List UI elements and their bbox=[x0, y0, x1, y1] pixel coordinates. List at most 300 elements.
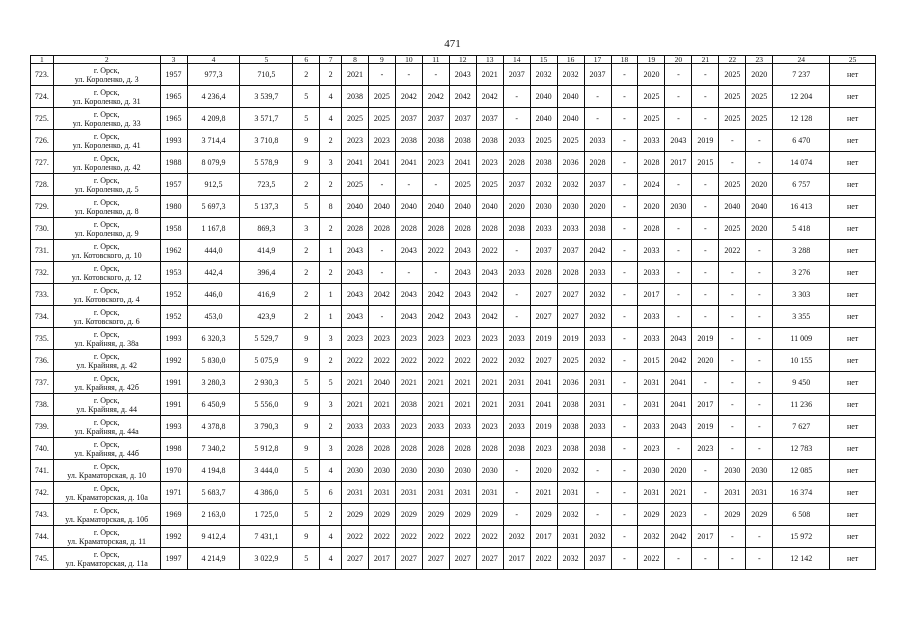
table-cell: - bbox=[422, 174, 449, 196]
table-cell: - bbox=[611, 174, 638, 196]
column-number: 10 bbox=[395, 56, 422, 64]
table-cell: - bbox=[611, 394, 638, 416]
column-number: 2 bbox=[53, 56, 160, 64]
table-cell: нет bbox=[830, 240, 876, 262]
table-cell: нет bbox=[830, 548, 876, 570]
address-city: г. Орск, bbox=[93, 285, 120, 295]
table-cell: нет bbox=[830, 86, 876, 108]
table-cell: 3 790,3 bbox=[240, 416, 293, 438]
column-number: 20 bbox=[665, 56, 692, 64]
table-cell: 6 bbox=[320, 482, 342, 504]
address-cell bbox=[53, 504, 160, 526]
table-cell: 2022 bbox=[342, 526, 369, 548]
table-cell: 2028 bbox=[476, 218, 503, 240]
address-cell bbox=[53, 482, 160, 504]
table-cell: 869,3 bbox=[240, 218, 293, 240]
table-cell: 2017 bbox=[665, 152, 692, 174]
table-cell: 2033 bbox=[503, 262, 530, 284]
table-cell: 2043 bbox=[342, 240, 369, 262]
table-cell: 396,4 bbox=[240, 262, 293, 284]
address-street: ул. Краматорская, д. 10 bbox=[67, 470, 147, 480]
column-number: 11 bbox=[422, 56, 449, 64]
table-cell: - bbox=[692, 306, 719, 328]
table-cell: 1957 bbox=[160, 64, 187, 86]
table-cell: - bbox=[611, 350, 638, 372]
table-cell: 2023 bbox=[395, 328, 422, 350]
table-cell: 2029 bbox=[746, 504, 773, 526]
table-cell: 2041 bbox=[395, 152, 422, 174]
table-cell: 2028 bbox=[584, 152, 611, 174]
table-cell: 7 237 bbox=[773, 64, 830, 86]
address-city: г. Орск, bbox=[93, 307, 120, 317]
row-number: 726. bbox=[31, 130, 54, 152]
table-row bbox=[31, 416, 876, 438]
column-number: 3 bbox=[160, 56, 187, 64]
table-cell: 2022 bbox=[530, 548, 557, 570]
row-number: 729. bbox=[31, 196, 54, 218]
address-cell bbox=[53, 152, 160, 174]
table-cell: 2043 bbox=[449, 262, 476, 284]
table-cell: 2043 bbox=[449, 64, 476, 86]
table-cell: 2031 bbox=[503, 372, 530, 394]
table-cell: 1 167,8 bbox=[187, 218, 240, 240]
address-street: ул. Котовского, д. 12 bbox=[71, 272, 142, 282]
table-cell: 444,0 bbox=[187, 240, 240, 262]
table-cell: 2040 bbox=[476, 196, 503, 218]
table-cell: 2033 bbox=[557, 218, 584, 240]
table-cell: 2038 bbox=[584, 218, 611, 240]
table-cell: нет bbox=[830, 460, 876, 482]
table-cell: - bbox=[665, 86, 692, 108]
table-cell: 2031 bbox=[584, 372, 611, 394]
table-cell: 2038 bbox=[503, 438, 530, 460]
table-cell: - bbox=[665, 548, 692, 570]
table-cell: - bbox=[611, 130, 638, 152]
table-cell: 2021 bbox=[476, 372, 503, 394]
table-cell: 2 bbox=[320, 64, 342, 86]
table-cell: - bbox=[719, 548, 746, 570]
table-cell: - bbox=[665, 438, 692, 460]
table-cell: 2028 bbox=[395, 218, 422, 240]
table-cell: 2028 bbox=[503, 152, 530, 174]
table-cell: 2038 bbox=[557, 438, 584, 460]
table-cell: 2030 bbox=[665, 196, 692, 218]
table-cell: 2033 bbox=[584, 328, 611, 350]
table-cell: 2031 bbox=[503, 394, 530, 416]
table-cell: 9 bbox=[293, 328, 320, 350]
column-number: 16 bbox=[557, 56, 584, 64]
table-cell: 2031 bbox=[719, 482, 746, 504]
table-cell: 2037 bbox=[395, 108, 422, 130]
table-row bbox=[31, 174, 876, 196]
table-cell: 11 009 bbox=[773, 328, 830, 350]
table-cell: 2033 bbox=[368, 416, 395, 438]
table-cell: 5 075,9 bbox=[240, 350, 293, 372]
table-cell: 2022 bbox=[449, 526, 476, 548]
table-cell: 2033 bbox=[342, 416, 369, 438]
row-number: 742. bbox=[31, 482, 54, 504]
table-cell: 2 bbox=[320, 130, 342, 152]
table-cell: - bbox=[692, 64, 719, 86]
table-cell: - bbox=[395, 64, 422, 86]
row-number: 743. bbox=[31, 504, 54, 526]
table-cell: 6 320,3 bbox=[187, 328, 240, 350]
address-cell bbox=[53, 108, 160, 130]
table-cell: 9 bbox=[293, 152, 320, 174]
address-street: ул. Краматорская, д. 11а bbox=[65, 558, 148, 568]
table-cell: 2022 bbox=[395, 526, 422, 548]
table-cell: 2032 bbox=[584, 306, 611, 328]
table-cell: 5 bbox=[293, 108, 320, 130]
table-cell: - bbox=[692, 372, 719, 394]
table-cell: - bbox=[719, 416, 746, 438]
table-cell: - bbox=[746, 284, 773, 306]
table-cell: 2029 bbox=[719, 504, 746, 526]
row-number: 739. bbox=[31, 416, 54, 438]
row-number: 724. bbox=[31, 86, 54, 108]
table-cell: 12 204 bbox=[773, 86, 830, 108]
table-cell: - bbox=[611, 64, 638, 86]
table-cell: 3 280,3 bbox=[187, 372, 240, 394]
table-row bbox=[31, 218, 876, 240]
table-cell: 15 972 bbox=[773, 526, 830, 548]
table-cell: 1992 bbox=[160, 350, 187, 372]
table-cell: нет bbox=[830, 218, 876, 240]
table-cell: 2021 bbox=[476, 64, 503, 86]
table-cell: 2020 bbox=[638, 196, 665, 218]
table-cell: 2041 bbox=[665, 394, 692, 416]
table-cell: - bbox=[611, 284, 638, 306]
row-number: 733. bbox=[31, 284, 54, 306]
address-street: ул. Краматорская, д. 11 bbox=[67, 536, 146, 546]
address-cell bbox=[53, 174, 160, 196]
address-cell bbox=[53, 350, 160, 372]
column-number: 7 bbox=[320, 56, 342, 64]
table-cell: нет bbox=[830, 328, 876, 350]
table-cell: 2031 bbox=[638, 372, 665, 394]
table-cell: нет bbox=[830, 394, 876, 416]
table-cell: 2025 bbox=[719, 86, 746, 108]
table-cell: 2025 bbox=[368, 108, 395, 130]
table-cell: - bbox=[746, 438, 773, 460]
address-street: ул. Короленко, д. 3 bbox=[74, 74, 139, 84]
table-cell: 2020 bbox=[746, 174, 773, 196]
table-cell: - bbox=[422, 262, 449, 284]
table-cell: 2038 bbox=[557, 394, 584, 416]
table-cell: - bbox=[395, 262, 422, 284]
table-cell: 2 bbox=[320, 218, 342, 240]
table-cell: - bbox=[584, 108, 611, 130]
row-number: 741. bbox=[31, 460, 54, 482]
table-row bbox=[31, 306, 876, 328]
table-cell: 2032 bbox=[557, 64, 584, 86]
table-cell: 5 830,0 bbox=[187, 350, 240, 372]
table-cell: - bbox=[665, 306, 692, 328]
table-cell: 2033 bbox=[422, 416, 449, 438]
table-cell: 2030 bbox=[449, 460, 476, 482]
table-cell: 2 bbox=[320, 174, 342, 196]
table-cell: 2032 bbox=[557, 504, 584, 526]
column-number: 19 bbox=[638, 56, 665, 64]
table-cell: 4 236,4 bbox=[187, 86, 240, 108]
table-cell: 2037 bbox=[584, 548, 611, 570]
table-cell: 977,3 bbox=[187, 64, 240, 86]
table-cell: - bbox=[611, 416, 638, 438]
table-cell: 3 bbox=[293, 218, 320, 240]
table-cell: 2019 bbox=[692, 328, 719, 350]
table-cell: - bbox=[692, 460, 719, 482]
table-cell: 2023 bbox=[422, 152, 449, 174]
table-cell: 2022 bbox=[476, 526, 503, 548]
table-cell: 1992 bbox=[160, 526, 187, 548]
table-cell: 2022 bbox=[476, 240, 503, 262]
table-cell: 2033 bbox=[638, 416, 665, 438]
table-cell: 2020 bbox=[503, 196, 530, 218]
table-cell: - bbox=[503, 306, 530, 328]
table-cell: - bbox=[611, 372, 638, 394]
table-cell: 2032 bbox=[584, 350, 611, 372]
table-row bbox=[31, 108, 876, 130]
table-cell: 2033 bbox=[638, 306, 665, 328]
table-cell: - bbox=[692, 174, 719, 196]
table-cell: 2031 bbox=[746, 482, 773, 504]
table-cell: 2033 bbox=[638, 328, 665, 350]
table-cell: 2040 bbox=[719, 196, 746, 218]
table-cell: 2038 bbox=[503, 218, 530, 240]
table-cell: 2023 bbox=[665, 504, 692, 526]
table-cell: - bbox=[692, 108, 719, 130]
address-city: г. Орск, bbox=[93, 109, 120, 119]
address-cell bbox=[53, 460, 160, 482]
table-cell: 2028 bbox=[557, 262, 584, 284]
table-cell: 2043 bbox=[665, 416, 692, 438]
page-number: 471 bbox=[444, 38, 461, 50]
table-cell: 2037 bbox=[476, 108, 503, 130]
table-cell: 4 bbox=[320, 526, 342, 548]
table-cell: 2042 bbox=[476, 306, 503, 328]
address-street: ул. Короленко, д. 9 bbox=[74, 228, 139, 238]
table-cell: 2020 bbox=[530, 460, 557, 482]
table-cell: 414,9 bbox=[240, 240, 293, 262]
address-city: г. Орск, bbox=[93, 351, 120, 361]
table-cell: - bbox=[692, 284, 719, 306]
table-cell: 2030 bbox=[342, 460, 369, 482]
table-cell: - bbox=[368, 262, 395, 284]
table-cell: - bbox=[503, 108, 530, 130]
address-cell bbox=[53, 284, 160, 306]
table-cell: 2 bbox=[293, 174, 320, 196]
address-city: г. Орск, bbox=[93, 505, 120, 515]
table-cell: 710,5 bbox=[240, 64, 293, 86]
table-cell: 7 431,1 bbox=[240, 526, 293, 548]
table-cell: - bbox=[368, 240, 395, 262]
table-cell: - bbox=[746, 306, 773, 328]
table-cell: 2022 bbox=[368, 526, 395, 548]
table-cell: 2040 bbox=[368, 372, 395, 394]
table-cell: - bbox=[611, 196, 638, 218]
row-number: 732. bbox=[31, 262, 54, 284]
table-cell: 2022 bbox=[368, 350, 395, 372]
table-cell: 2030 bbox=[422, 460, 449, 482]
table-cell: 2025 bbox=[719, 174, 746, 196]
table-cell: - bbox=[746, 372, 773, 394]
row-number: 725. bbox=[31, 108, 54, 130]
table-cell: 2022 bbox=[719, 240, 746, 262]
address-street: ул. Котовского, д. 4 bbox=[73, 294, 140, 304]
table-cell: 2040 bbox=[368, 196, 395, 218]
table-cell: 2 930,3 bbox=[240, 372, 293, 394]
table-cell: - bbox=[746, 262, 773, 284]
table-cell: 2037 bbox=[584, 174, 611, 196]
table-row bbox=[31, 482, 876, 504]
table-cell: 2021 bbox=[449, 394, 476, 416]
table-cell: 3 bbox=[320, 328, 342, 350]
table-cell: 2027 bbox=[530, 306, 557, 328]
table-cell: 5 bbox=[293, 548, 320, 570]
table-cell: 2036 bbox=[557, 152, 584, 174]
table-cell: 2043 bbox=[395, 284, 422, 306]
table-cell: нет bbox=[830, 372, 876, 394]
table-cell: 446,0 bbox=[187, 284, 240, 306]
table-cell: 2030 bbox=[530, 196, 557, 218]
table-cell: 2028 bbox=[449, 218, 476, 240]
table-cell: 2031 bbox=[638, 482, 665, 504]
table-cell: - bbox=[611, 504, 638, 526]
table-cell: - bbox=[584, 86, 611, 108]
table-cell: 2015 bbox=[638, 350, 665, 372]
table-cell: - bbox=[746, 526, 773, 548]
table-cell: 2 bbox=[320, 350, 342, 372]
table-cell: 2025 bbox=[557, 130, 584, 152]
table-cell: 2021 bbox=[422, 372, 449, 394]
table-cell: - bbox=[611, 526, 638, 548]
table-cell: 5 697,3 bbox=[187, 196, 240, 218]
address-city: г. Орск, bbox=[93, 241, 120, 251]
table-cell: 12 142 bbox=[773, 548, 830, 570]
table-cell: - bbox=[503, 284, 530, 306]
row-number: 740. bbox=[31, 438, 54, 460]
table-cell: 423,9 bbox=[240, 306, 293, 328]
table-cell: 12 128 bbox=[773, 108, 830, 130]
table-cell: 1958 bbox=[160, 218, 187, 240]
table-cell: 2042 bbox=[395, 86, 422, 108]
table-cell: - bbox=[611, 240, 638, 262]
table-cell: 2021 bbox=[530, 482, 557, 504]
table-cell: 2023 bbox=[476, 152, 503, 174]
table-cell: 3 714,4 bbox=[187, 130, 240, 152]
table-cell: 2022 bbox=[476, 350, 503, 372]
table-cell: нет bbox=[830, 196, 876, 218]
table-cell: 2021 bbox=[368, 394, 395, 416]
table-cell: 5 bbox=[293, 86, 320, 108]
table-cell: 2029 bbox=[342, 504, 369, 526]
table-cell: 2 bbox=[293, 240, 320, 262]
address-street: ул. Короленко, д. 41 bbox=[72, 140, 141, 150]
table-cell: - bbox=[746, 350, 773, 372]
table-cell: 2031 bbox=[584, 394, 611, 416]
table-cell: - bbox=[368, 64, 395, 86]
table-cell: 3 022,9 bbox=[240, 548, 293, 570]
table-cell: 2042 bbox=[584, 240, 611, 262]
table-cell: нет bbox=[830, 174, 876, 196]
table-cell: 2030 bbox=[557, 196, 584, 218]
table-cell: 12 783 bbox=[773, 438, 830, 460]
table-cell: 2043 bbox=[342, 284, 369, 306]
table-cell: 1962 bbox=[160, 240, 187, 262]
table-cell: 4 209,8 bbox=[187, 108, 240, 130]
table-cell: - bbox=[611, 482, 638, 504]
table-cell: 2017 bbox=[503, 548, 530, 570]
column-number: 21 bbox=[692, 56, 719, 64]
table-cell: - bbox=[692, 240, 719, 262]
table-cell: 2043 bbox=[395, 240, 422, 262]
column-number: 5 bbox=[240, 56, 293, 64]
table-cell: 2025 bbox=[342, 108, 369, 130]
address-city: г. Орск, bbox=[93, 395, 120, 405]
table-cell: 9 bbox=[293, 416, 320, 438]
table-cell: 2040 bbox=[530, 108, 557, 130]
table-cell: 2042 bbox=[449, 86, 476, 108]
table-cell: 2029 bbox=[476, 504, 503, 526]
table-cell: 2030 bbox=[719, 460, 746, 482]
table-cell: 2043 bbox=[449, 306, 476, 328]
table-cell: 2019 bbox=[692, 130, 719, 152]
table-cell: - bbox=[746, 130, 773, 152]
table-cell: 2031 bbox=[638, 394, 665, 416]
table-cell: 3 710,8 bbox=[240, 130, 293, 152]
table-cell: 9 bbox=[293, 350, 320, 372]
table-cell: 2043 bbox=[395, 306, 422, 328]
table-cell: 2031 bbox=[368, 482, 395, 504]
table-cell: 2017 bbox=[530, 526, 557, 548]
table-cell: 2023 bbox=[476, 416, 503, 438]
table-cell: - bbox=[719, 130, 746, 152]
table-cell: 2031 bbox=[342, 482, 369, 504]
table-cell: 2032 bbox=[557, 548, 584, 570]
address-cell bbox=[53, 328, 160, 350]
address-cell bbox=[53, 196, 160, 218]
row-number: 730. bbox=[31, 218, 54, 240]
address-city: г. Орск, bbox=[93, 65, 120, 75]
table-cell: 2030 bbox=[368, 460, 395, 482]
table-cell: 2042 bbox=[476, 86, 503, 108]
table-cell: 2042 bbox=[422, 86, 449, 108]
table-cell: 2025 bbox=[530, 130, 557, 152]
table-cell: нет bbox=[830, 438, 876, 460]
table-cell: 4 bbox=[320, 548, 342, 570]
column-number: 12 bbox=[449, 56, 476, 64]
address-cell bbox=[53, 416, 160, 438]
column-number: 22 bbox=[719, 56, 746, 64]
table-cell: 5 529,7 bbox=[240, 328, 293, 350]
table-cell: 2028 bbox=[368, 218, 395, 240]
table-cell: - bbox=[746, 240, 773, 262]
table-cell: 2 163,0 bbox=[187, 504, 240, 526]
table-cell: 3 571,7 bbox=[240, 108, 293, 130]
address-street: ул. Крайняя, д. 42 bbox=[76, 360, 137, 370]
table-cell: 1 725,0 bbox=[240, 504, 293, 526]
address-cell bbox=[53, 86, 160, 108]
table-cell: 3 444,0 bbox=[240, 460, 293, 482]
table-cell: - bbox=[665, 108, 692, 130]
column-number: 1 bbox=[31, 56, 54, 64]
table-cell: 2025 bbox=[449, 174, 476, 196]
table-cell: 2 bbox=[293, 306, 320, 328]
table-cell: 2033 bbox=[638, 240, 665, 262]
table-cell: 2025 bbox=[746, 86, 773, 108]
table-cell: 1991 bbox=[160, 394, 187, 416]
table-cell: 2031 bbox=[449, 482, 476, 504]
